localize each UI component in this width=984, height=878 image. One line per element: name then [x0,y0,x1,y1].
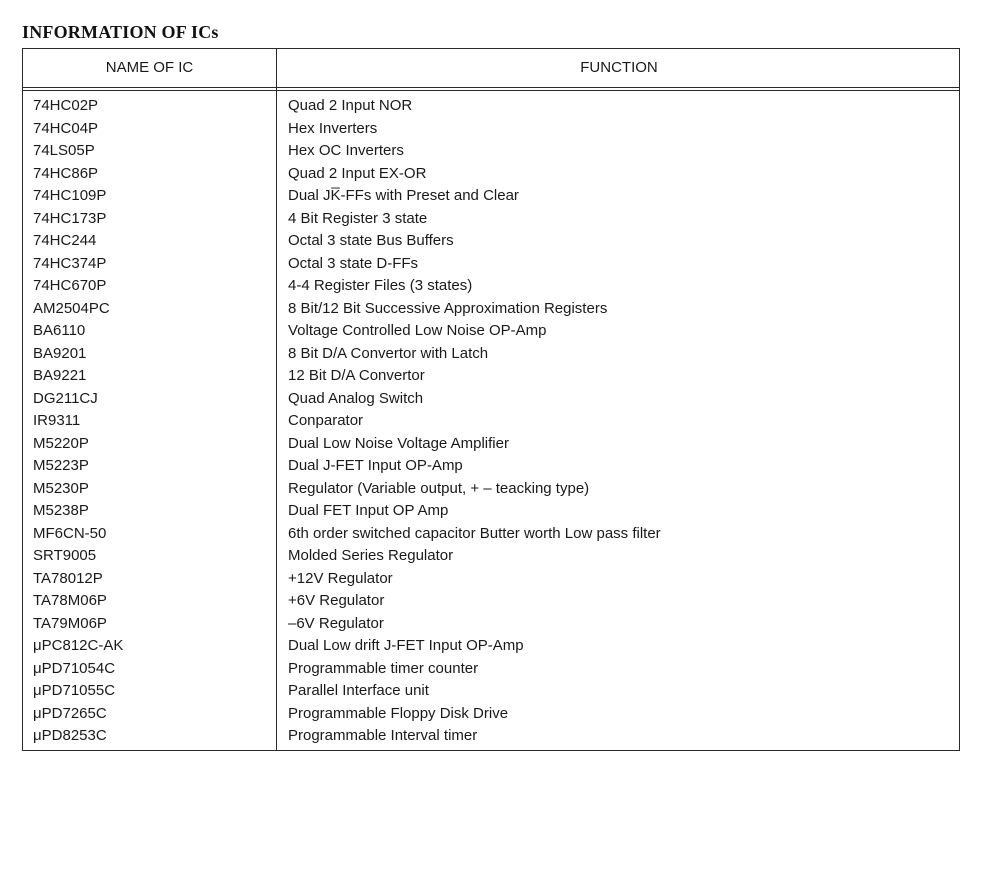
ic-function-cell: Hex OC Inverters [288,142,404,159]
ic-information-table [22,48,960,751]
ic-name-cell: μPC812C-AK [33,637,124,654]
table-row [23,253,959,276]
table-row [23,140,959,163]
table-row [23,635,959,658]
ic-function-cell: 4 Bit Register 3 state [288,209,428,227]
ic-name-cell: AM2504PC [33,299,110,317]
table-row [23,185,959,208]
ic-name-cell: TA78M06P [33,592,107,609]
table-row [23,388,959,411]
ic-function-cell: Quad Analog Switch [288,389,424,407]
table-row [23,568,959,591]
ic-function-cell: Programmable Floppy Disk Drive [288,704,509,722]
ic-name-cell: M5238P [33,502,89,519]
ic-function-cell: Dual J-FET Input OP-Amp [288,457,463,474]
ic-name-cell: 74HC374P [33,254,107,272]
ic-name-cell: M5230P [33,479,89,497]
ic-function-cell: Quad 2 Input NOR [288,97,413,114]
ic-name-cell: μPD8253C [33,727,107,744]
table-row [23,343,959,366]
table-row [23,455,959,478]
ic-function-cell: 4-4 Register Files (3 states) [288,277,473,294]
ic-function-cell: Dual Low drift J-FET Input OP-Amp [288,637,524,654]
table-row [23,703,959,726]
ic-name-cell: μPD7265C [33,704,107,722]
ic-name-cell: SRT9005 [33,547,97,564]
ic-name-cell: M5223P [33,457,89,474]
ic-function-cell: Molded Series Regulator [288,547,454,564]
ic-function-cell: Programmable timer counter [288,659,479,677]
table-row [23,410,959,433]
ic-name-cell: BA9201 [33,344,87,362]
table-row [23,478,959,501]
page-title: INFORMATION OF ICs [22,22,219,42]
ic-function-cell: Quad 2 Input EX-OR [288,164,427,182]
ic-name-cell: 74HC244 [33,232,97,249]
ic-function-cell: 8 Bit/12 Bit Successive Approximation Registers [288,299,608,317]
ic-name-cell: μPD71055C [33,682,116,699]
ic-function-cell: Conparator [288,412,364,429]
ic-function-cell: Octal 3 state Bus Buffers [288,232,454,249]
table-row [23,433,959,456]
table-row [23,298,959,321]
ic-name-cell: 74HC86P [33,164,99,182]
table-row [23,500,959,523]
table-row [23,545,959,568]
ic-name-cell: TA79M06P [33,614,107,632]
ic-name-cell: 74HC670P [33,277,107,294]
table-row [23,613,959,636]
table-row [23,680,959,703]
ic-function-cell: 12 Bit D/A Convertor [288,367,425,384]
header-name-of-ic: NAME OF IC [105,59,194,76]
table-row [23,725,959,748]
ic-name-cell: BA6110 [33,322,86,339]
ic-name-cell: MF6CN-50 [33,524,107,542]
table-row [23,118,959,141]
ic-name-cell: TA78012P [33,569,103,587]
ic-function-cell: 6th order switched capacitor Butter worth Low pass filter [288,524,661,542]
ic-function-cell: +6V Regulator [288,592,385,609]
table-row [23,320,959,343]
ic-function-cell: Dual Low Noise Voltage Amplifier [288,434,509,452]
ic-function-cell: Regulator (Variable output, + – teacking type) [288,479,590,497]
ic-function-cell: 8 Bit D/A Convertor with Latch [288,344,489,362]
table-row [23,523,959,546]
ic-function-cell: Parallel Interface unit [288,682,429,699]
header-function: FUNCTION [580,59,658,76]
table-row [23,208,959,231]
ic-name-cell: 74HC173P [33,209,107,227]
ic-function-cell: Hex Inverters [288,119,378,137]
table-row [23,230,959,253]
ic-function-cell: Voltage Controlled Low Noise OP-Amp [288,322,547,339]
table-row [23,95,959,118]
table-header [23,49,959,88]
ic-function-cell: Programmable Interval timer [288,727,478,744]
ic-name-cell: μPD71054C [33,659,116,677]
ic-name-cell: 74HC02P [33,97,99,114]
table-row [23,658,959,681]
ic-name-cell: BA9221 [33,367,87,384]
ic-name-cell: DG211CJ [33,389,98,407]
ic-function-cell: Octal 3 state D-FFs [288,254,419,272]
table-row [23,163,959,186]
ic-function-cell: Dual JK̅-FFs with Preset and Clear [288,187,519,204]
table-body [23,95,959,748]
ic-function-cell: +12V Regulator [288,569,393,587]
ic-name-cell: IR9311 [33,412,81,429]
table-row [23,365,959,388]
table-row [23,590,959,613]
ic-name-cell: 74HC04P [33,119,99,137]
ic-name-cell: M5220P [33,434,89,452]
ic-function-cell: Dual FET Input OP Amp [288,502,449,519]
table-row [23,275,959,298]
ic-function-cell: –6V Regulator [288,614,384,632]
ic-name-cell: 74HC109P [33,187,107,204]
ic-name-cell: 74LS05P [33,142,95,159]
